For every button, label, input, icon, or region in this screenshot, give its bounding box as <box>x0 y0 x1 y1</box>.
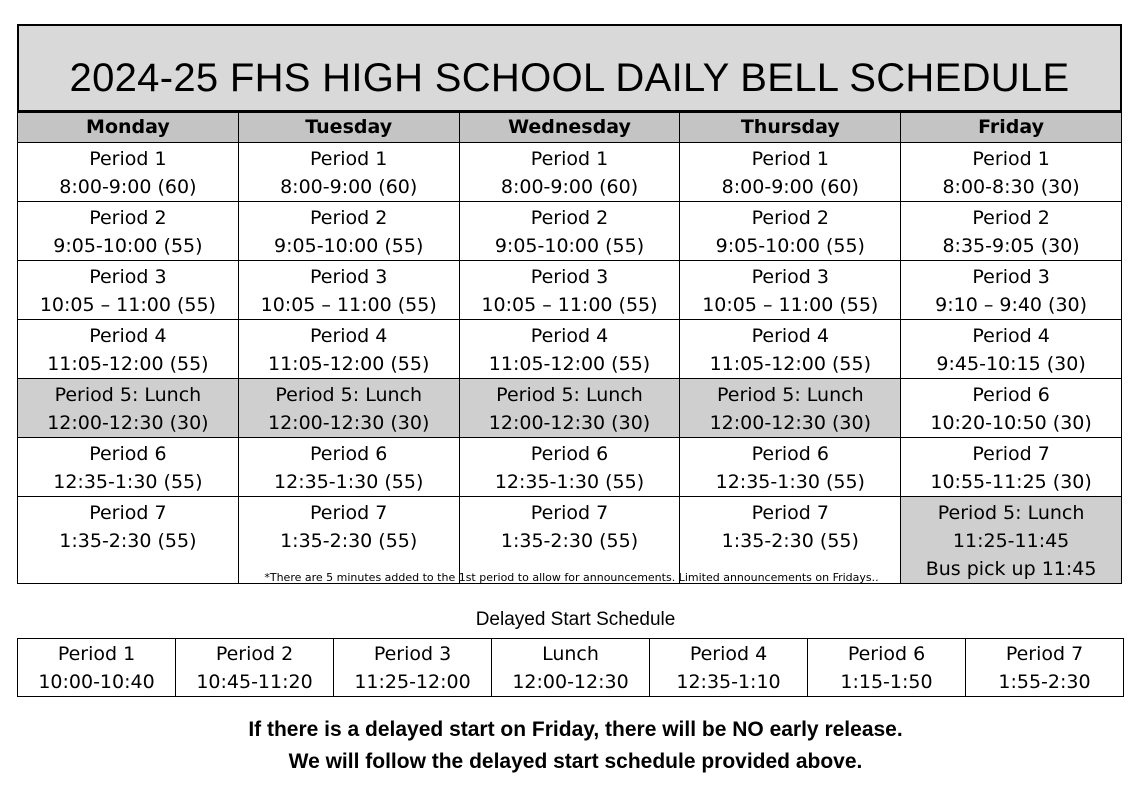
period-time: 12:00-12:30 (30) <box>267 412 430 434</box>
delayed-cell <box>176 639 334 697</box>
schedule-cell-thursday <box>680 143 901 202</box>
period-time: 11:25-12:00 <box>354 671 471 693</box>
period-name: Period 1 <box>89 148 167 170</box>
period-name: Period 3 <box>972 266 1050 288</box>
period-name: Period 1 <box>530 148 609 170</box>
period-name: Period 4 <box>751 325 829 347</box>
period-name: Period 7 <box>751 502 829 524</box>
day-header-row <box>18 113 1122 143</box>
period-time: 1:35-2:30 (55) <box>721 530 859 552</box>
period-time: 12:00-12:30 (30) <box>488 412 651 434</box>
schedule-cell-wednesday <box>459 202 680 261</box>
period-name: Period 5: Lunch <box>54 384 202 406</box>
schedule-cell-thursday <box>680 261 901 320</box>
bell-schedule-table <box>17 112 1122 584</box>
period-time: 9:05-10:00 (55) <box>494 235 645 257</box>
page-title: 2024-25 FHS HIGH SCHOOL DAILY BELL SCHEDULE <box>69 56 1070 100</box>
delayed-schedule-row <box>18 639 1124 697</box>
period-name: Period 5: Lunch <box>937 502 1085 524</box>
schedule-cell-wednesday <box>459 379 680 438</box>
delayed-schedule-title: Delayed Start Schedule <box>475 609 676 630</box>
schedule-row <box>18 261 1122 320</box>
period-name: Period 6 <box>89 443 167 465</box>
period-time: 11:05-12:00 (55) <box>267 353 430 375</box>
schedule-cell-friday <box>901 320 1122 379</box>
period-time: 9:05-10:00 (55) <box>53 235 203 257</box>
schedule-cell-tuesday <box>238 261 459 320</box>
period-time: 12:35-1:30 (55) <box>715 471 865 493</box>
schedule-cell-friday <box>901 202 1122 261</box>
period-time: 1:35-2:30 (55) <box>500 530 639 552</box>
period-name: Period 5: Lunch <box>716 384 864 406</box>
delayed-cell <box>18 639 176 697</box>
schedule-cell-friday <box>901 143 1122 202</box>
schedule-cell-monday <box>18 438 239 497</box>
period-name: Period 6 <box>751 443 829 465</box>
schedule-cell-friday <box>901 261 1122 320</box>
period-time: 8:00-8:30 (30) <box>942 176 1080 198</box>
period-time: 1:15-1:50 <box>840 671 933 693</box>
period-time: 1:55-2:30 <box>998 671 1091 693</box>
period-name: Period 3 <box>530 266 609 288</box>
schedule-cell-friday <box>901 379 1122 438</box>
period-time: 8:00-9:00 (60) <box>721 176 859 198</box>
schedule-cell-tuesday <box>238 379 459 438</box>
delayed-cell <box>650 639 808 697</box>
schedule-cell-monday <box>18 143 239 202</box>
period-time: 12:35-1:30 (55) <box>53 471 203 493</box>
period-time: 10:05 – 11:00 (55) <box>702 294 879 316</box>
schedule-cell-wednesday <box>459 143 680 202</box>
delayed-schedule-table <box>17 638 1124 697</box>
friday-notice-line-2: We will follow the delayed start schedule provided above. <box>288 750 863 773</box>
period-name: Period 7 <box>310 502 388 524</box>
period-name: Period 7 <box>1005 643 1084 665</box>
period-name: Period 6 <box>530 443 609 465</box>
period-name: Period 2 <box>89 207 167 229</box>
period-name: Period 7 <box>530 502 609 524</box>
period-name: Period 2 <box>215 643 294 665</box>
period-time: 1:35-2:30 (55) <box>280 530 418 552</box>
period-time: 10:20-10:50 (30) <box>930 412 1092 434</box>
period-time: 10:55-11:25 (30) <box>930 471 1092 493</box>
period-time: 11:05-12:00 (55) <box>47 353 209 375</box>
period-time: 10:05 – 11:00 (55) <box>39 294 216 316</box>
period-time: 11:25-11:45 <box>952 530 1070 552</box>
period-time: 10:45-11:20 <box>196 671 313 693</box>
period-time: 12:35-1:10 <box>676 671 781 693</box>
period-name: Lunch <box>542 643 599 665</box>
schedule-cell-wednesday <box>459 438 680 497</box>
day-header-thursday: Thursday <box>680 113 901 143</box>
period-time: 1:35-2:30 (55) <box>59 530 197 552</box>
schedule-cell-thursday <box>680 202 901 261</box>
period-name: Period 1 <box>751 148 829 170</box>
schedule-cell-tuesday <box>238 438 459 497</box>
title-banner <box>17 24 1122 112</box>
period-name: Period 4 <box>689 643 768 665</box>
friday-notice-line-1: If there is a delayed start on Friday, there will be NO early release. <box>248 718 903 741</box>
period-name: Period 3 <box>310 266 388 288</box>
schedule-row <box>18 438 1122 497</box>
schedule-row <box>18 379 1122 438</box>
period-name: Period 4 <box>530 325 609 347</box>
day-header-tuesday: Tuesday <box>238 113 459 143</box>
period-time: 12:00-12:30 (30) <box>709 412 871 434</box>
period-time: 8:00-9:00 (60) <box>500 176 639 198</box>
period-time: 8:00-9:00 (60) <box>59 176 197 198</box>
schedule-cell-wednesday <box>459 261 680 320</box>
period-time: 9:45-10:15 (30) <box>936 353 1086 375</box>
period-name: Period 6 <box>972 384 1050 406</box>
period-time: 11:05-12:00 (55) <box>709 353 871 375</box>
day-header-wednesday: Wednesday <box>459 113 680 143</box>
period-time: 10:05 – 11:00 (55) <box>481 294 658 316</box>
delayed-cell <box>808 639 966 697</box>
period-name: Period 6 <box>847 643 926 665</box>
period-time: 8:00-9:00 (60) <box>280 176 418 198</box>
period-name: Period 3 <box>751 266 829 288</box>
period-name: Period 4 <box>972 325 1050 347</box>
period-time: 10:00-10:40 <box>38 671 155 693</box>
delayed-cell <box>334 639 492 697</box>
period-name: Period 3 <box>89 266 167 288</box>
period-time: 9:10 – 9:40 (30) <box>935 294 1088 316</box>
schedule-row <box>18 143 1122 202</box>
schedule-cell-friday <box>901 438 1122 497</box>
day-header-friday: Friday <box>901 113 1122 143</box>
period-time: 12:00-12:30 <box>512 671 629 693</box>
period-name: Period 2 <box>751 207 829 229</box>
period-name: Period 4 <box>310 325 388 347</box>
schedule-cell-wednesday <box>459 320 680 379</box>
period-time: 11:05-12:00 (55) <box>488 353 651 375</box>
period-time: 9:05-10:00 (55) <box>715 235 865 257</box>
period-time: 8:35-9:05 (30) <box>942 235 1080 257</box>
schedule-cell-thursday <box>680 320 901 379</box>
schedule-row <box>18 202 1122 261</box>
period-time: 12:00-12:30 (30) <box>47 412 209 434</box>
period-name: Period 3 <box>373 643 452 665</box>
period-name: Period 5: Lunch <box>275 384 423 406</box>
schedule-cell-monday <box>18 320 239 379</box>
period-name: Period 4 <box>89 325 167 347</box>
period-time: 12:35-1:30 (55) <box>494 471 645 493</box>
period-time: 12:35-1:30 (55) <box>274 471 424 493</box>
schedule-cell-thursday <box>680 379 901 438</box>
period-name: Period 2 <box>530 207 609 229</box>
schedule-cell-monday <box>18 202 239 261</box>
announcement-footnote: *There are 5 minutes added to the 1st period to allow for announcements. Limited announcements on Fridays.. <box>264 571 879 584</box>
schedule-cell-tuesday <box>238 143 459 202</box>
schedule-cell-monday <box>18 379 239 438</box>
period-name: Period 7 <box>972 443 1050 465</box>
period-time: 10:05 – 11:00 (55) <box>260 294 437 316</box>
period-name: Period 1 <box>972 148 1050 170</box>
period-name: Period 2 <box>310 207 388 229</box>
schedule-cell-monday <box>18 261 239 320</box>
period-name: Period 2 <box>972 207 1050 229</box>
schedule-cell-thursday <box>680 438 901 497</box>
delayed-cell <box>966 639 1124 697</box>
period-name: Period 1 <box>310 148 388 170</box>
schedule-cell-tuesday <box>238 320 459 379</box>
period-name: Period 5: Lunch <box>496 384 643 406</box>
period-time: 9:05-10:00 (55) <box>274 235 424 257</box>
delayed-cell <box>492 639 650 697</box>
period-name: Period 7 <box>89 502 167 524</box>
period-name: Period 6 <box>310 443 388 465</box>
day-header-monday: Monday <box>18 113 239 143</box>
period-note: Bus pick up 11:45 <box>925 558 1097 580</box>
schedule-row <box>18 320 1122 379</box>
schedule-cell-tuesday <box>238 202 459 261</box>
period-name: Period 1 <box>57 643 136 665</box>
